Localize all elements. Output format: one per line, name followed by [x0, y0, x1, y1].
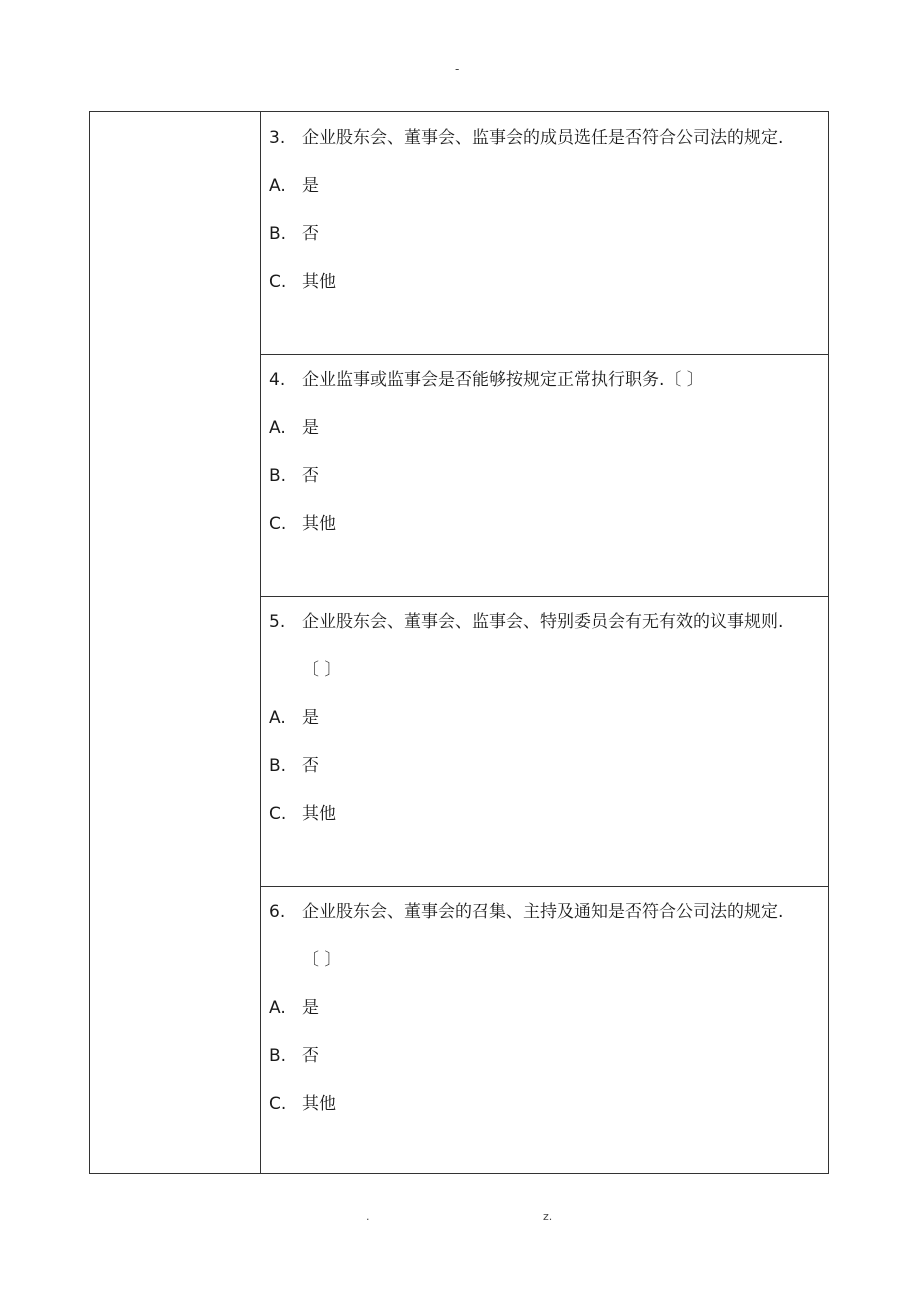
option-label: 其他: [302, 1094, 336, 1114]
question-number: 6.: [269, 902, 286, 922]
page-header-mark: -: [455, 62, 460, 76]
page-footer-right: z.: [543, 1210, 553, 1223]
option-letter: A.: [269, 998, 286, 1018]
option-letter: A.: [269, 418, 286, 438]
option-label: 否: [302, 756, 319, 776]
left-column-cell: [90, 112, 261, 1173]
option-letter: B.: [269, 756, 287, 776]
option-b[interactable]: [269, 754, 826, 778]
option-c[interactable]: [269, 1092, 826, 1116]
question-row-5: [261, 596, 828, 886]
option-label: 是: [302, 708, 319, 728]
question-line: [269, 368, 826, 392]
option-label: 其他: [302, 272, 336, 292]
option-label: 其他: [302, 514, 336, 534]
option-letter: A.: [269, 708, 286, 728]
option-label: 是: [302, 418, 319, 438]
option-a[interactable]: [269, 174, 826, 198]
option-letter: B.: [269, 466, 287, 486]
option-label: 否: [302, 466, 319, 486]
question-answer-bracket[interactable]: [269, 658, 826, 682]
questions-column: [261, 112, 828, 1173]
question-line: [269, 610, 826, 634]
question-row-3: [261, 112, 828, 354]
questionnaire-table: [89, 111, 829, 1174]
question-row-6: [261, 886, 828, 1173]
question-text: 企业股东会、董事会、监事会、特别委员会有无有效的议事规则.: [302, 612, 784, 632]
option-letter: B.: [269, 1046, 287, 1066]
question-answer-bracket[interactable]: [269, 948, 826, 972]
option-label: 其他: [302, 804, 336, 824]
option-label: 是: [302, 176, 319, 196]
option-b[interactable]: [269, 222, 826, 246]
question-line: [269, 126, 826, 150]
option-letter: C.: [269, 514, 287, 534]
option-label: 否: [302, 1046, 319, 1066]
question-continuation: 〔 〕: [302, 660, 342, 680]
option-letter: C.: [269, 1094, 287, 1114]
option-letter: C.: [269, 272, 287, 292]
option-b[interactable]: [269, 464, 826, 488]
option-a[interactable]: [269, 996, 826, 1020]
question-row-4: [261, 354, 828, 596]
option-a[interactable]: [269, 416, 826, 440]
option-c[interactable]: [269, 802, 826, 826]
option-c[interactable]: [269, 270, 826, 294]
option-label: 是: [302, 998, 319, 1018]
question-text: 企业股东会、董事会、监事会的成员选任是否符合公司法的规定.: [302, 128, 784, 148]
option-letter: C.: [269, 804, 287, 824]
question-number: 5.: [269, 612, 286, 632]
question-line: [269, 900, 826, 924]
question-number: 3.: [269, 128, 286, 148]
option-letter: B.: [269, 224, 287, 244]
page-footer-left: .: [366, 1210, 370, 1223]
question-text: 企业股东会、董事会的召集、主持及通知是否符合公司法的规定.: [302, 902, 784, 922]
question-text: 企业监事或监事会是否能够按规定正常执行职务.〔 〕: [302, 370, 704, 390]
question-number: 4.: [269, 370, 286, 390]
option-a[interactable]: [269, 706, 826, 730]
option-label: 否: [302, 224, 319, 244]
option-c[interactable]: [269, 512, 826, 536]
question-continuation: 〔 〕: [302, 950, 342, 970]
option-b[interactable]: [269, 1044, 826, 1068]
option-letter: A.: [269, 176, 286, 196]
